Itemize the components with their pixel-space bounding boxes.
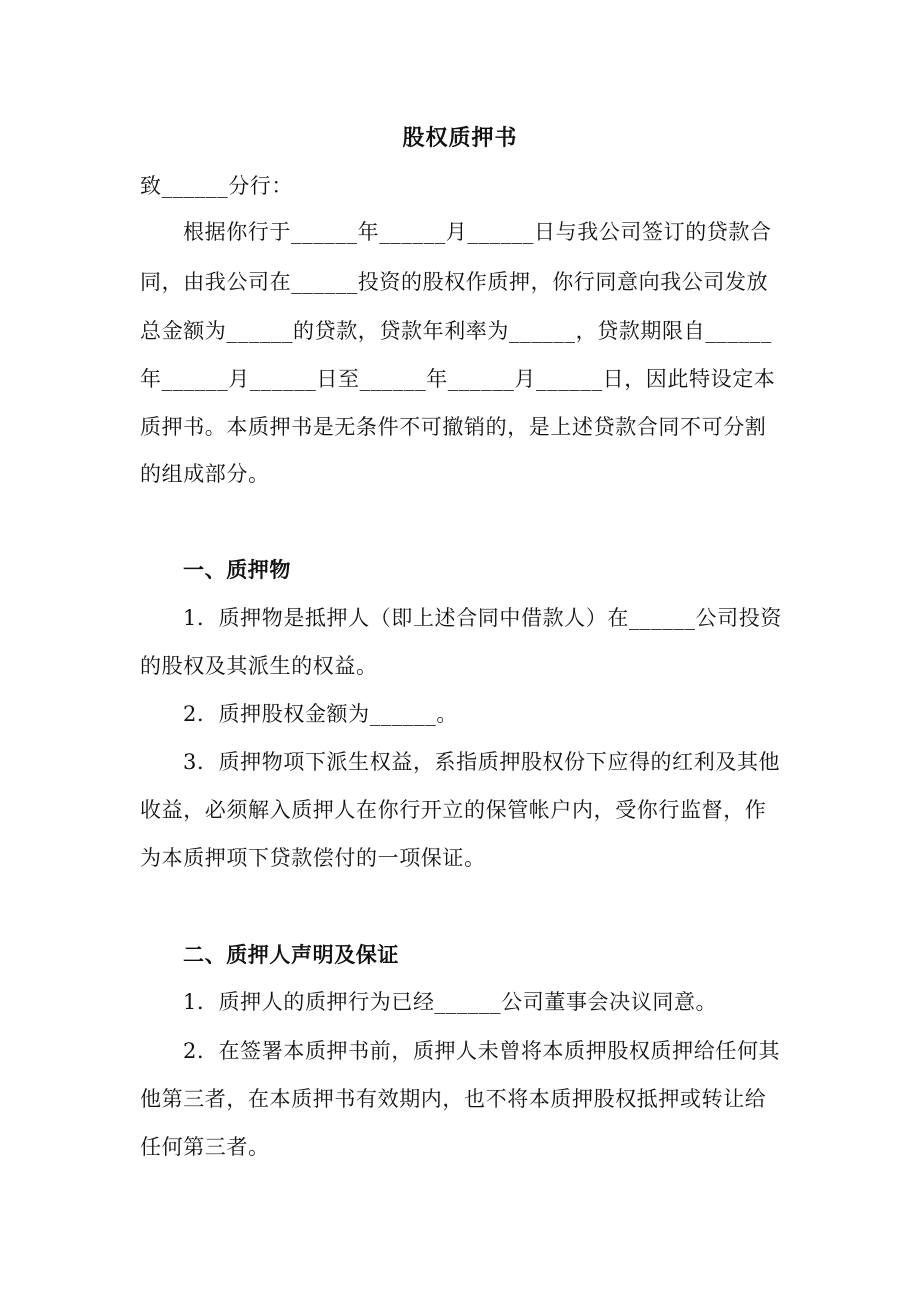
paragraph-line: 质押书。本质押书是无条件不可撤销的，是上述贷款合同不可分割 bbox=[140, 415, 767, 439]
clause-line: 1．质押人的质押行为已经______公司董事会决议同意。 bbox=[183, 990, 718, 1014]
paragraph-line: 同，由我公司在______投资的股权作质押，你行同意向我公司发放 bbox=[140, 270, 769, 294]
paragraph-line: 的组成部分。 bbox=[140, 462, 270, 486]
document-title: 股权质押书 bbox=[402, 125, 518, 151]
clause-line: 任何第三者。 bbox=[140, 1135, 270, 1159]
salutation-line: 致______分行： bbox=[140, 174, 293, 198]
clause-line: 2．质押股权金额为______。 bbox=[183, 702, 458, 726]
clause-line: 为本质押项下贷款偿付的一项保证。 bbox=[140, 846, 486, 870]
clause-line: 他第三者，在本质押书有效期内，也不将本质押股权抵押或转让给 bbox=[140, 1087, 767, 1111]
section-heading-2: 二、质押人声明及保证 bbox=[183, 942, 399, 967]
clause-line: 1．质押物是抵押人（即上述合同中借款人）在______公司投资 bbox=[183, 606, 782, 630]
paragraph-line: 总金额为______的贷款，贷款年利率为______，贷款期限自______ bbox=[140, 319, 772, 343]
clause-line: 3．质押物项下派生权益，系指质押股权份下应得的红利及其他 bbox=[183, 750, 781, 774]
paragraph-line: 年______月______日至______年______月______日，因此特设定本 bbox=[140, 367, 776, 391]
clause-line: 收益，必须解入质押人在你行开立的保管帐户内，受你行监督，作 bbox=[140, 798, 767, 822]
section-heading-1: 一、质押物 bbox=[183, 557, 291, 582]
clause-line: 的股权及其派生的权益。 bbox=[140, 654, 378, 678]
clause-line: 2．在签署本质押书前，质押人未曾将本质押股权质押给任何其 bbox=[183, 1039, 781, 1063]
paragraph-line: 根据你行于______年______月______日与我公司签订的贷款合 bbox=[183, 220, 772, 244]
